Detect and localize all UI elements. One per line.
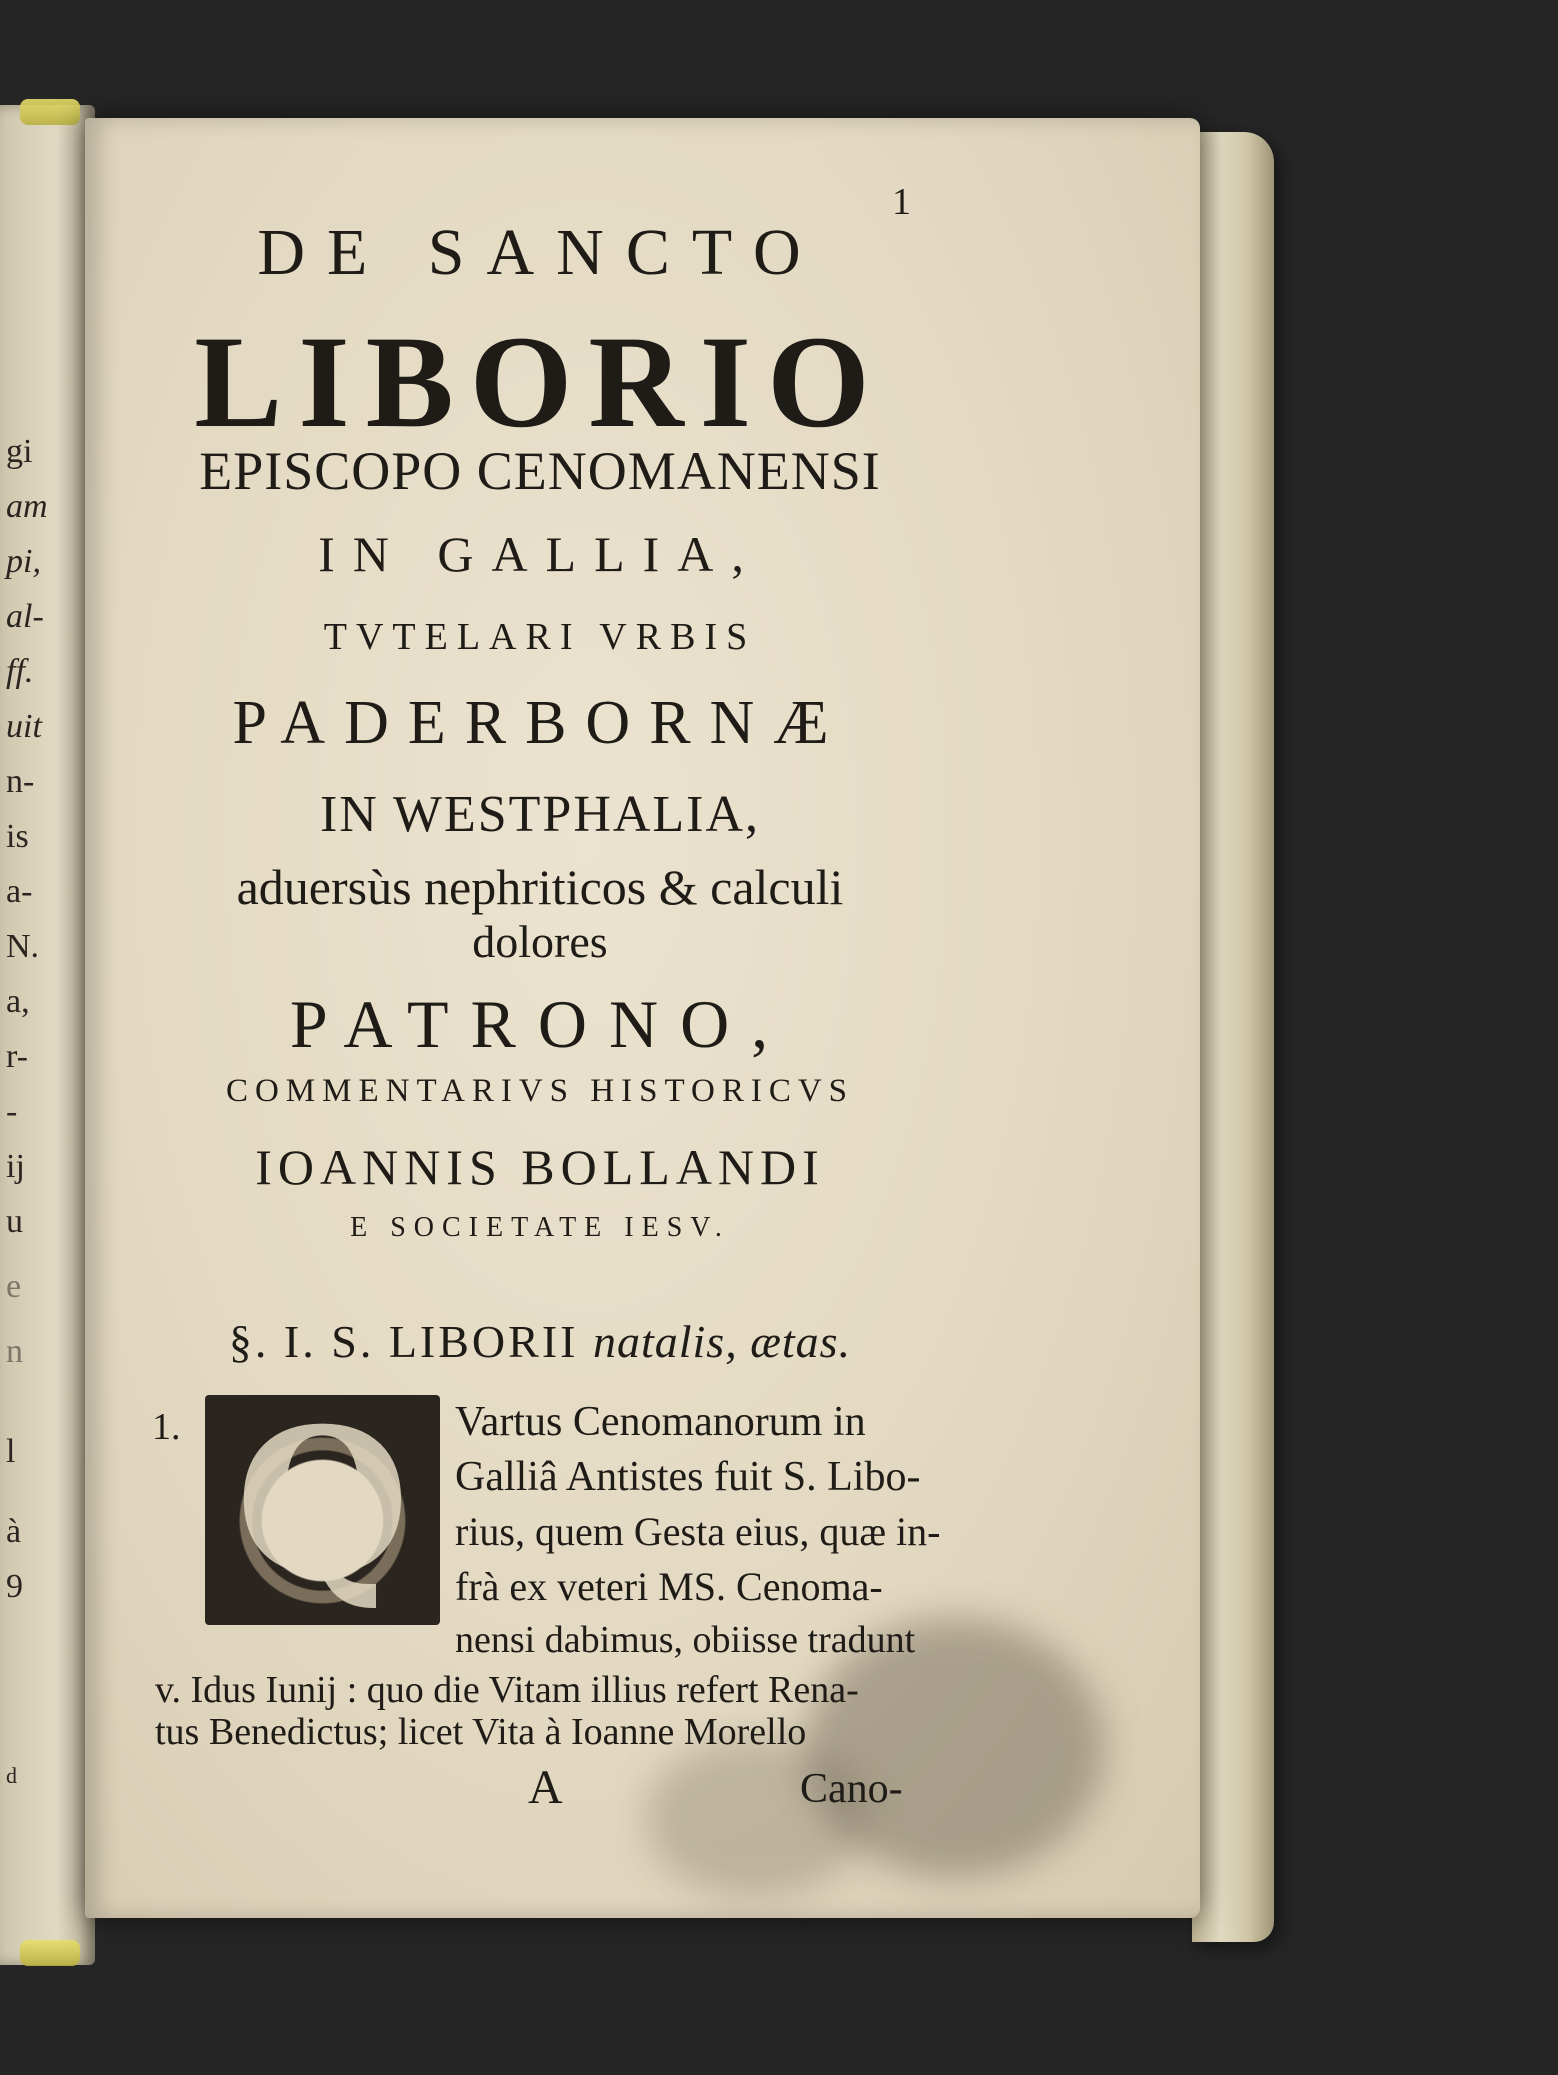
left-page-fragment: gi xyxy=(6,433,33,470)
left-page-fragment: am xyxy=(6,488,48,525)
left-page-fragment: is xyxy=(6,818,29,855)
title-line-westphalia: IN WESTPHALIA, xyxy=(319,786,761,843)
title-line-liborio: LIBORIO xyxy=(194,308,886,455)
title-line-tutelari: TVTELARI VRBIS xyxy=(323,616,757,658)
section-heading-italic: natalis, ætas. xyxy=(592,1316,852,1367)
signature-mark: A xyxy=(528,1761,563,1814)
left-page-fragment: l xyxy=(6,1433,16,1470)
margin-number: 1. xyxy=(152,1406,181,1448)
title-line-in-gallia: IN GALLIA, xyxy=(318,526,762,582)
title-line-paderbornae: PADERBORNÆ xyxy=(232,689,848,757)
section-heading xyxy=(130,1315,950,1368)
left-page-fragment: n xyxy=(6,1333,23,1370)
title-line-episcopo: EPISCOPO CENOMANENSI xyxy=(199,441,881,501)
left-page-fragment: pi, xyxy=(6,543,41,580)
title-line-societate: E SOCIETATE IESV. xyxy=(350,1212,730,1243)
left-page-fragment: à xyxy=(6,1513,22,1550)
section-heading-number: §. I. S. LIBORII xyxy=(228,1316,579,1367)
left-page-fragment: - xyxy=(6,1093,18,1130)
left-page-fragment: a, xyxy=(6,983,30,1020)
title-line-commentarius: COMMENTARIVS HISTORICVS xyxy=(225,1073,855,1109)
stain xyxy=(645,1738,865,1898)
left-page-fragment: uit xyxy=(6,708,42,745)
title-line-de-sancto: DE SANCTO xyxy=(257,216,823,289)
body-line: v. Idus Iunij : quo die Vitam illius refert Rena- xyxy=(155,1669,859,1711)
folio-number: 1 xyxy=(892,181,911,223)
left-page-fragment: ff. xyxy=(6,653,34,690)
body-line: nensi dabimus, obiisse tradunt xyxy=(455,1619,916,1661)
body-line: rius, quem Gesta eius, quæ in- xyxy=(455,1509,941,1554)
title-line-patrono: PATRONO, xyxy=(289,986,791,1062)
left-page-fragment: a- xyxy=(6,873,33,910)
left-page-fragment: n- xyxy=(6,763,35,800)
catchword: Cano- xyxy=(800,1766,903,1812)
body-line: tus Benedictus; licet Vita à Ioanne Morello xyxy=(155,1711,807,1753)
left-page-fragment: ij xyxy=(6,1148,25,1185)
body-line: Vartus Cenomanorum in xyxy=(455,1399,866,1445)
decorated-initial xyxy=(205,1395,440,1625)
title-line-author: IOANNIS BOLLANDI xyxy=(255,1139,825,1195)
initial-letter: Q xyxy=(235,1395,410,1620)
body-line: Galliâ Antistes fuit S. Libo- xyxy=(455,1454,921,1500)
left-page-fragment: e xyxy=(6,1268,22,1305)
left-page-edge xyxy=(0,105,95,1965)
title-line-dolores: dolores xyxy=(472,916,608,967)
left-page-fragment: r- xyxy=(6,1038,28,1075)
left-page-fragment: al- xyxy=(6,598,44,635)
left-page-fragment: d xyxy=(6,1763,17,1788)
left-page-fragment: N. xyxy=(6,928,40,965)
binding-thread-bottom xyxy=(20,1940,80,1966)
binding-thread-top xyxy=(20,99,80,125)
left-page-fragment: u xyxy=(6,1203,23,1240)
page-block-edge xyxy=(1192,132,1274,1942)
body-line: frà ex veteri MS. Cenoma- xyxy=(455,1564,883,1609)
title-line-aduersus: aduersùs nephriticos & calculi xyxy=(236,859,844,915)
left-page-fragment: 9 xyxy=(6,1568,23,1605)
